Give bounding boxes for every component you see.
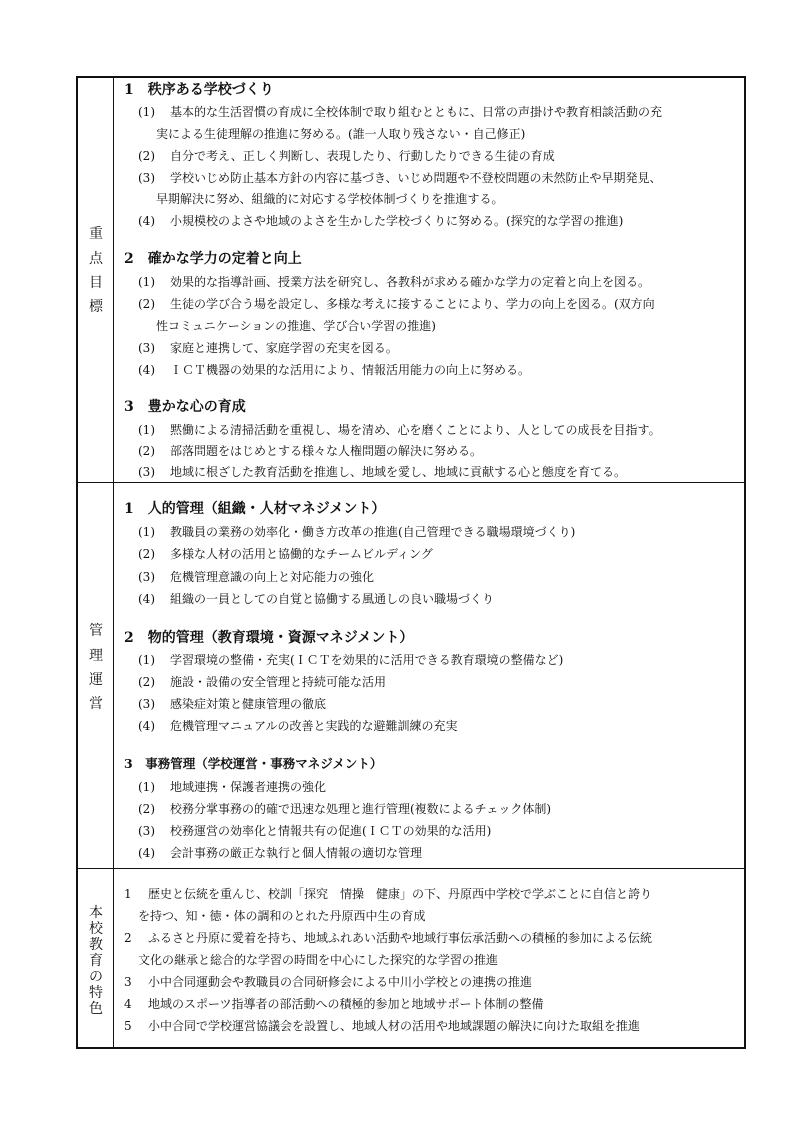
item-text: 危機管理マニュアルの改善と実践的な避難訓練の充実: [170, 719, 458, 733]
item-number: (1): [138, 105, 155, 119]
item-number: 5: [124, 1019, 132, 1033]
item-number: (4): [138, 214, 155, 228]
label-char: 教: [89, 937, 103, 953]
label-char: 特: [89, 985, 103, 1001]
label-char: 管: [89, 623, 103, 639]
item-number: (3): [138, 171, 155, 185]
item-text: 基本的な生活習慣の育成に全校体制で取り組むとともに、日常の声掛けや教育相談活動の充: [170, 105, 663, 119]
item-text: 地域連携・保護者連携の強化: [170, 780, 327, 794]
label-char: 色: [89, 1001, 103, 1017]
group-heading: 1 人的管理（組織・人材マネジメント）: [124, 501, 386, 517]
item-text: 部落問題をはじめとする様々な人権問題の解決に努める。: [170, 444, 483, 458]
group-heading: 3 事務管理（学校運営・事務マネジメント）: [124, 756, 383, 771]
label-char: 点: [89, 251, 103, 267]
item-text: 文化の継承と総合的な学習の時間を中心にした探究的な学習の推進: [138, 953, 499, 967]
item-text: 早期解決に努め、組織的に対応する学校体制づくりを推進する。: [156, 192, 504, 206]
item-text: 歴史と伝統を重んじ、校訓「探究 情操 健康」の下、丹原西中学校で学ぶことに自信と誇り: [148, 887, 653, 901]
group-heading: 1 秩序ある学校づくり: [124, 82, 274, 98]
item-number: (2): [138, 802, 155, 816]
label-char: 育: [89, 953, 103, 969]
item-text: 実による生徒理解の推進に努める。(誰一人取り残さない・自己修正): [156, 127, 526, 141]
section-features-label: [78, 869, 114, 1047]
label-char: 理: [89, 648, 103, 664]
item-number: (1): [138, 653, 155, 667]
item-text: 組織の一員としての自覚と協働する風通しの良い職場づくり: [170, 592, 495, 606]
item-text: 家庭と連携して、家庭学習の充実を図る。: [170, 341, 398, 355]
item-number: 1: [124, 887, 132, 901]
item-text: を持つ、知・徳・体の調和のとれた丹原西中生の育成: [138, 909, 426, 923]
group-heading: 2 確かな学力の定着と向上: [124, 251, 302, 267]
item-text: 性コミュニケーションの推進、学び合い学習の推進): [156, 319, 436, 333]
group-heading: 3 豊かな心の育成: [124, 399, 246, 415]
item-number: (4): [138, 592, 155, 606]
label-char: 本: [89, 905, 103, 921]
item-number: (4): [138, 363, 155, 377]
item-text: 地域に根ざした教育活動を推進し、地域を愛し、地域に貢献する心と態度を育てる。: [170, 465, 627, 479]
item-text: 校務分掌事務の的確で迅速な処理と進行管理(複数によるチェック体制): [170, 802, 552, 816]
item-number: (1): [138, 275, 155, 289]
section-goals-content: [114, 78, 744, 482]
item-text: 教職員の業務の効率化・働き方改革の推進(自己管理できる職場環境づくり): [170, 525, 576, 539]
item-text: 黙働による清掃活動を重視し、場を清め、心を磨くことにより、人としての成長を目指す。: [170, 423, 661, 437]
item-text: 自分で考え、正しく判断し、表現したり、行動したりできる生徒の育成: [170, 149, 555, 163]
section-features-content: [114, 869, 744, 1047]
item-number: (3): [138, 341, 155, 355]
item-text: 小中合同で学校運営協議会を設置し、地域人材の活用や地域課題の解決に向けた取組を推進: [148, 1019, 641, 1033]
item-text: 生徒の学び合う場を設定し、多様な考えに接することにより、学力の向上を図る。(双方向: [170, 297, 655, 311]
section-features: [78, 869, 744, 1047]
item-text: 効果的な指導計画、授業方法を研究し、各教科が求める確かな学力の定着と向上を図る。: [170, 275, 651, 289]
section-management: [78, 483, 744, 869]
item-text: 小中合同運動会や教職員の合同研修会による中川小学校との連携の推進: [148, 975, 533, 989]
item-text: 校務運営の効率化と情報共有の促進(ＩＣＴの効果的な活用): [170, 824, 492, 838]
item-text: 施設・設備の安全管理と持続可能な活用: [170, 675, 387, 689]
item-number: 4: [124, 997, 132, 1011]
label-char: 重: [89, 226, 103, 242]
item-number: 3: [124, 975, 132, 989]
section-management-content: [114, 483, 744, 868]
item-text: 小規模校のよさや地域のよさを生かした学校づくりに努める。(探究的な学習の推進): [170, 214, 624, 228]
item-number: (1): [138, 525, 155, 539]
item-text: 会計事務の厳正な執行と個人情報の適切な管理: [170, 846, 423, 860]
item-text: 地域のスポーツ指導者の部活動への積極的参加と地域サポート体制の整備: [148, 997, 544, 1011]
item-text: ＩＣＴ機器の効果的な活用により、情報活用能力の向上に努める。: [170, 363, 531, 377]
item-number: (1): [138, 423, 155, 437]
label-char: の: [89, 969, 103, 985]
item-number: (2): [138, 149, 155, 163]
item-text: ふるさと丹原に愛着を持ち、地域ふれあい活動や地域行事伝承活動への積極的参加による伝統: [148, 931, 653, 945]
item-number: (1): [138, 780, 155, 794]
item-number: 2: [124, 931, 132, 945]
group-heading: 2 物的管理（教育環境・資源マネジメント）: [124, 630, 414, 646]
label-char: 校: [89, 921, 103, 937]
policy-table: [76, 76, 746, 1049]
item-text: 学校いじめ防止基本方針の内容に基づき、いじめ問題や不登校問題の未然防止や早期発見、: [170, 171, 662, 185]
item-text: 感染症対策と健康管理の徹底: [170, 697, 327, 711]
item-number: (3): [138, 824, 155, 838]
section-goals: [78, 78, 744, 483]
item-number: (3): [138, 570, 155, 584]
label-char: 運: [89, 672, 103, 688]
item-text: 危機管理意識の向上と対応能力の強化: [170, 570, 375, 584]
item-text: 学習環境の整備・充実(ＩＣＴを効果的に活用できる教育環境の整備など): [170, 653, 564, 667]
label-char: 標: [89, 299, 103, 315]
item-number: (2): [138, 297, 155, 311]
section-goals-label: [78, 78, 114, 482]
section-management-label: [78, 483, 114, 868]
item-number: (3): [138, 465, 155, 479]
item-number: (3): [138, 697, 155, 711]
item-text: 多様な人材の活用と協働的なチームビルディング: [170, 547, 433, 561]
item-number: (2): [138, 675, 155, 689]
item-number: (2): [138, 547, 155, 561]
label-char: 営: [89, 696, 103, 712]
label-char: 目: [89, 275, 103, 291]
item-number: (4): [138, 846, 155, 860]
item-number: (4): [138, 719, 155, 733]
item-number: (2): [138, 444, 155, 458]
